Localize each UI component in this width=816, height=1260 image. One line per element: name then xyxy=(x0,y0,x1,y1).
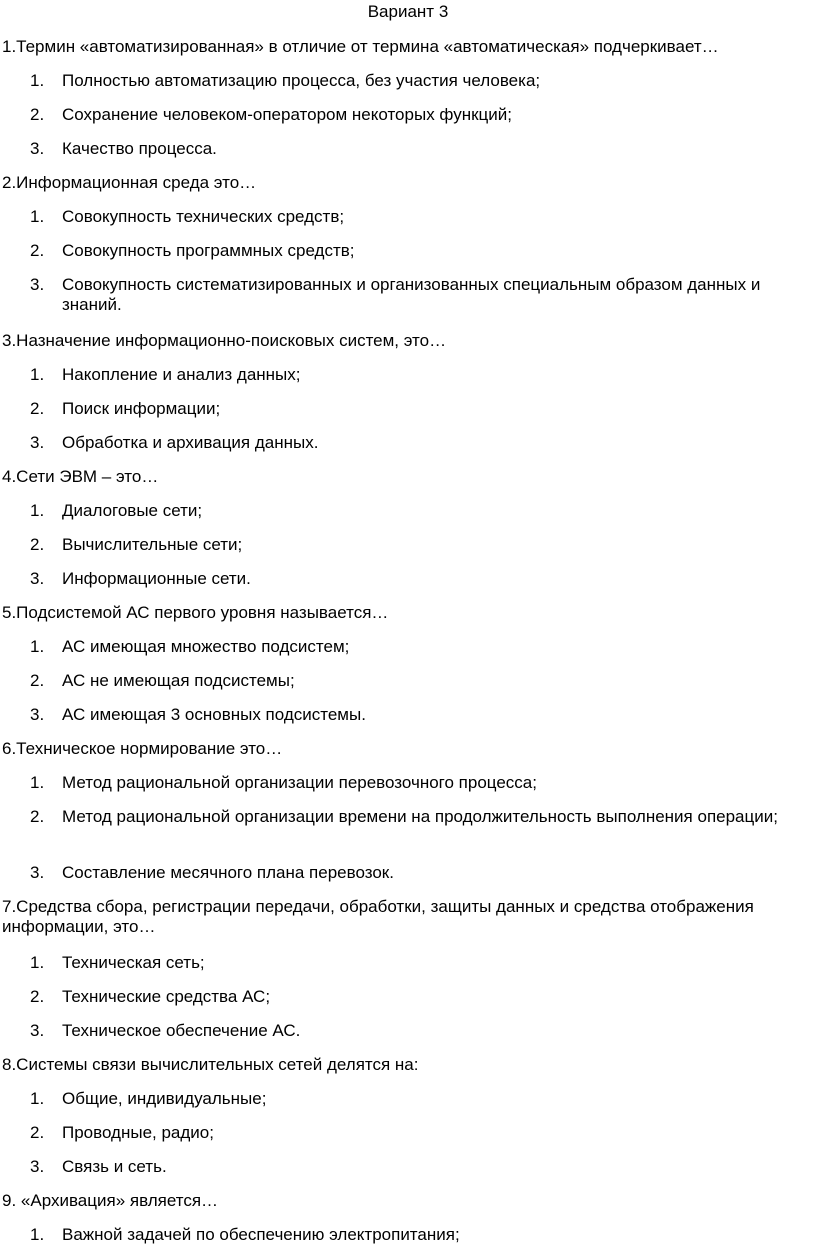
question-2: 2.Информационная среда это… xyxy=(2,173,257,192)
question-2-option-1 xyxy=(30,207,808,227)
option-number: 3. xyxy=(30,139,45,158)
question-5: 5.Подсистемой АС первого уровня называется… xyxy=(2,603,389,622)
question-6-option-3 xyxy=(30,863,808,883)
option-number: 2. xyxy=(30,105,45,124)
option-text: Важной задачей по обеспечению электропитания; xyxy=(62,1225,460,1244)
option-number: 1. xyxy=(30,207,45,226)
question-6-option-1 xyxy=(30,773,808,793)
question-2-option-2 xyxy=(30,241,808,261)
option-text: Техническое обеспечение АС. xyxy=(62,1021,301,1040)
question-8-option-1 xyxy=(30,1089,808,1109)
option-number: 2. xyxy=(30,535,45,554)
question-3-option-2 xyxy=(30,399,808,419)
option-text: Диалоговые сети; xyxy=(62,501,203,520)
question-9: 9. «Архивация» является… xyxy=(2,1191,219,1210)
option-text: Сохранение человеком-оператором некоторых функций; xyxy=(62,105,512,124)
question-4: 4.Сети ЭВМ – это… xyxy=(2,467,159,486)
question-6: 6.Техническое нормирование это… xyxy=(2,739,283,758)
question-5-option-1 xyxy=(30,637,808,657)
option-number: 1. xyxy=(30,365,45,384)
option-text: Обработка и архивация данных. xyxy=(62,433,319,452)
question-4-option-1 xyxy=(30,501,808,521)
option-text: Полностью автоматизацию процесса, без участия человека; xyxy=(62,71,541,90)
question-5-option-3 xyxy=(30,705,808,725)
option-number: 2. xyxy=(30,987,45,1006)
option-number: 2. xyxy=(30,399,45,418)
option-text: Общие, индивидуальные; xyxy=(62,1089,267,1108)
option-number: 1. xyxy=(30,71,45,90)
option-number: 2. xyxy=(30,807,45,826)
option-number: 1. xyxy=(30,953,45,972)
question-3-option-3 xyxy=(30,433,808,453)
option-text: Связь и сеть. xyxy=(62,1157,167,1176)
question-7-option-3 xyxy=(30,1021,808,1041)
option-number: 1. xyxy=(30,501,45,520)
option-number: 1. xyxy=(30,637,45,656)
question-2-option-3 xyxy=(30,275,808,315)
option-number: 1. xyxy=(30,773,45,792)
question-8: 8.Системы связи вычислительных сетей делятся на: xyxy=(2,1055,419,1074)
question-3-option-1 xyxy=(30,365,808,385)
option-text: Метод рациональной организации времени на продолжительность выполнения операции; xyxy=(62,807,778,826)
option-number: 3. xyxy=(30,863,45,882)
question-8-option-2 xyxy=(30,1123,808,1143)
document-title: Вариант 3 xyxy=(367,2,449,21)
question-9-option-1 xyxy=(30,1225,808,1245)
option-text: АС имеющая множество подсистем; xyxy=(62,637,350,656)
question-6-option-2 xyxy=(30,807,808,827)
option-number: 3. xyxy=(30,275,45,294)
option-number: 3. xyxy=(30,1157,45,1176)
question-1-option-1 xyxy=(30,71,808,91)
question-1-option-2 xyxy=(30,105,808,125)
option-number: 2. xyxy=(30,1123,45,1142)
question-3: 3.Назначение информационно-поисковых систем, это… xyxy=(2,331,447,350)
option-number: 3. xyxy=(30,433,45,452)
option-text: Поиск информации; xyxy=(62,399,221,418)
option-number: 1. xyxy=(30,1089,45,1108)
question-4-option-3 xyxy=(30,569,808,589)
question-7-option-2 xyxy=(30,987,808,1007)
question-7-option-1 xyxy=(30,953,808,973)
option-text: Совокупность систематизированных и организованных специальным образом данных и знаний. xyxy=(62,275,761,314)
option-text: АС имеющая 3 основных подсистемы. xyxy=(62,705,366,724)
question-5-option-2 xyxy=(30,671,808,691)
option-text: Совокупность технических средств; xyxy=(62,207,345,226)
option-number: 2. xyxy=(30,241,45,260)
option-number: 3. xyxy=(30,569,45,588)
question-8-option-3 xyxy=(30,1157,808,1177)
question-1: 1.Термин «автоматизированная» в отличие от термина «автоматическая» подчеркивает… xyxy=(2,37,719,56)
option-number: 3. xyxy=(30,705,45,724)
option-text: Накопление и анализ данных; xyxy=(62,365,301,384)
option-text: Вычислительные сети; xyxy=(62,535,243,554)
question-7: 7.Средства сбора, регистрации передачи, обработки, защиты данных и средства отображения информации, это… xyxy=(2,897,754,936)
option-text: АС не имеющая подсистемы; xyxy=(62,671,295,690)
option-text: Проводные, радио; xyxy=(62,1123,214,1142)
option-text: Информационные сети. xyxy=(62,569,251,588)
question-1-option-3 xyxy=(30,139,808,159)
option-number: 1. xyxy=(30,1225,45,1244)
option-text: Технические средства АС; xyxy=(62,987,271,1006)
question-4-option-2 xyxy=(30,535,808,555)
option-text: Составление месячного плана перевозок. xyxy=(62,863,394,882)
option-text: Качество процесса. xyxy=(62,139,217,158)
option-text: Метод рациональной организации перевозочного процесса; xyxy=(62,773,537,792)
option-number: 2. xyxy=(30,671,45,690)
option-text: Техническая сеть; xyxy=(62,953,205,972)
option-number: 3. xyxy=(30,1021,45,1040)
option-text: Совокупность программных средств; xyxy=(62,241,355,260)
